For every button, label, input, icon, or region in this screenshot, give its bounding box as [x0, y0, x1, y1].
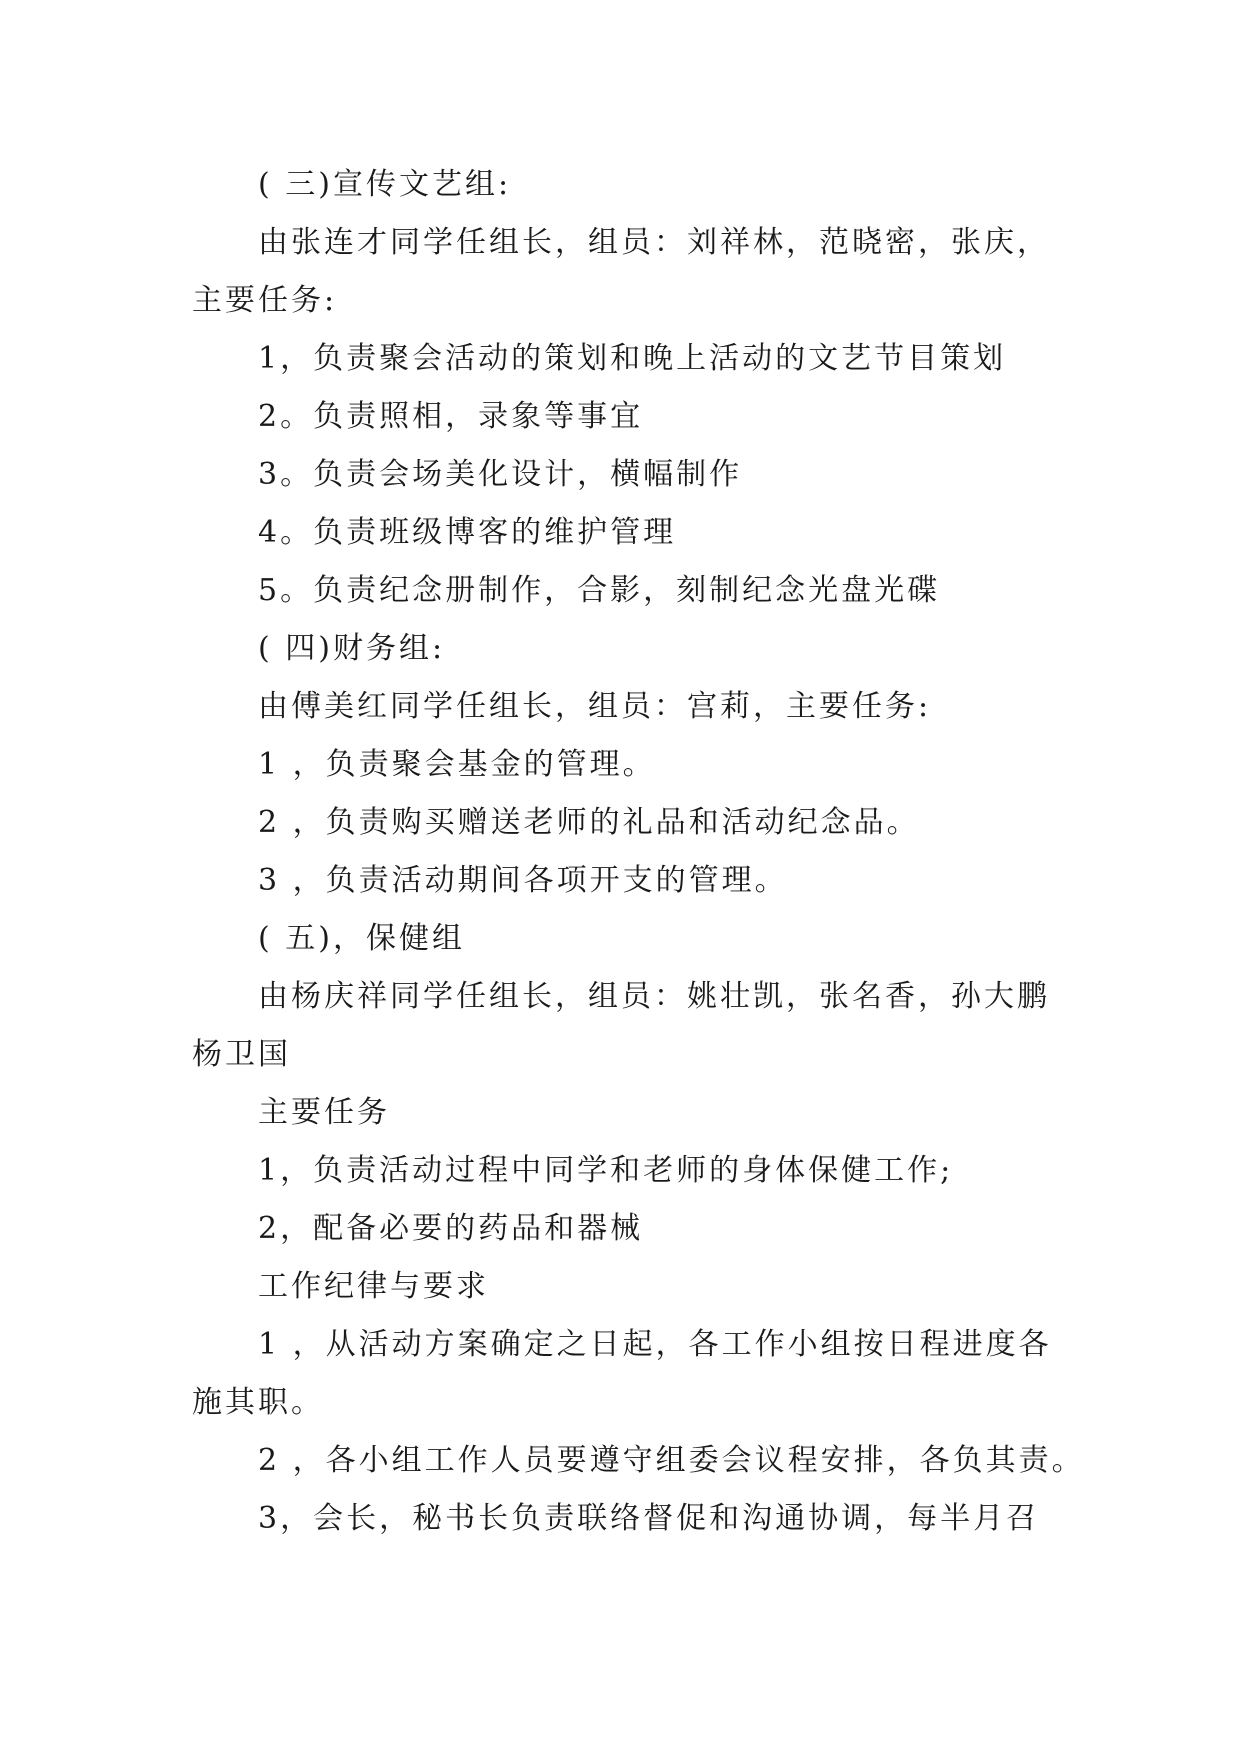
section-heading-publicity-arts: ( 三)宣传文艺组: [258, 167, 512, 202]
list-item-publicity-3: 3。负责会场美化设计，横幅制作 [258, 457, 743, 492]
list-item-discipline-1: 1 ，从活动方案确定之日起，各工作小组按日程进度各 [258, 1327, 1052, 1362]
list-item-publicity-5: 5。负责纪念册制作，合影，刻制纪念光盘光碟 [258, 573, 941, 608]
section-heading-discipline: 工作纪律与要求 [258, 1269, 489, 1304]
list-item-finance-3: 3 ，负责活动期间各项开支的管理。 [258, 863, 788, 898]
list-item-finance-1: 1 ，负责聚会基金的管理。 [258, 747, 656, 782]
paragraph-health-leader: 由杨庆祥同学任组长，组员：姚壮凯，张名香，孙大鹏 [258, 979, 1050, 1014]
list-item-publicity-4: 4。负责班级博客的维护管理 [258, 515, 677, 550]
list-item-publicity-2: 2。负责照相，录象等事宜 [258, 399, 644, 434]
paragraph-health-leader-cont: 杨卫国 [192, 1037, 291, 1072]
paragraph-publicity-leader: 由张连才同学任组长，组员：刘祥林，范晓密，张庆， [258, 225, 1050, 260]
paragraph-finance-leader: 由傅美红同学任组长，组员：宫莉，主要任务: [258, 689, 932, 724]
list-item-health-2: 2，配备必要的药品和器械 [258, 1211, 644, 1246]
subheading-health-tasks: 主要任务 [258, 1095, 390, 1130]
list-item-discipline-2: 2 ，各小组工作人员要遵守组委会议程安排，各负其责。 [258, 1443, 1085, 1478]
paragraph-publicity-leader-cont: 主要任务: [192, 283, 338, 318]
section-heading-health: ( 五)，保健组 [258, 921, 465, 956]
list-item-finance-2: 2 ，负责购买赠送老师的礼品和活动纪念品。 [258, 805, 920, 840]
list-item-health-1: 1，负责活动过程中同学和老师的身体保健工作; [258, 1153, 954, 1188]
section-heading-finance: ( 四)财务组: [258, 631, 446, 666]
list-item-discipline-1-cont: 施其职。 [192, 1385, 324, 1420]
list-item-discipline-3: 3，会长，秘书长负责联络督促和沟通协调，每半月召 [258, 1501, 1040, 1536]
list-item-publicity-1: 1，负责聚会活动的策划和晚上活动的文艺节目策划 [258, 341, 1007, 376]
document-body [192, 156, 1085, 1548]
